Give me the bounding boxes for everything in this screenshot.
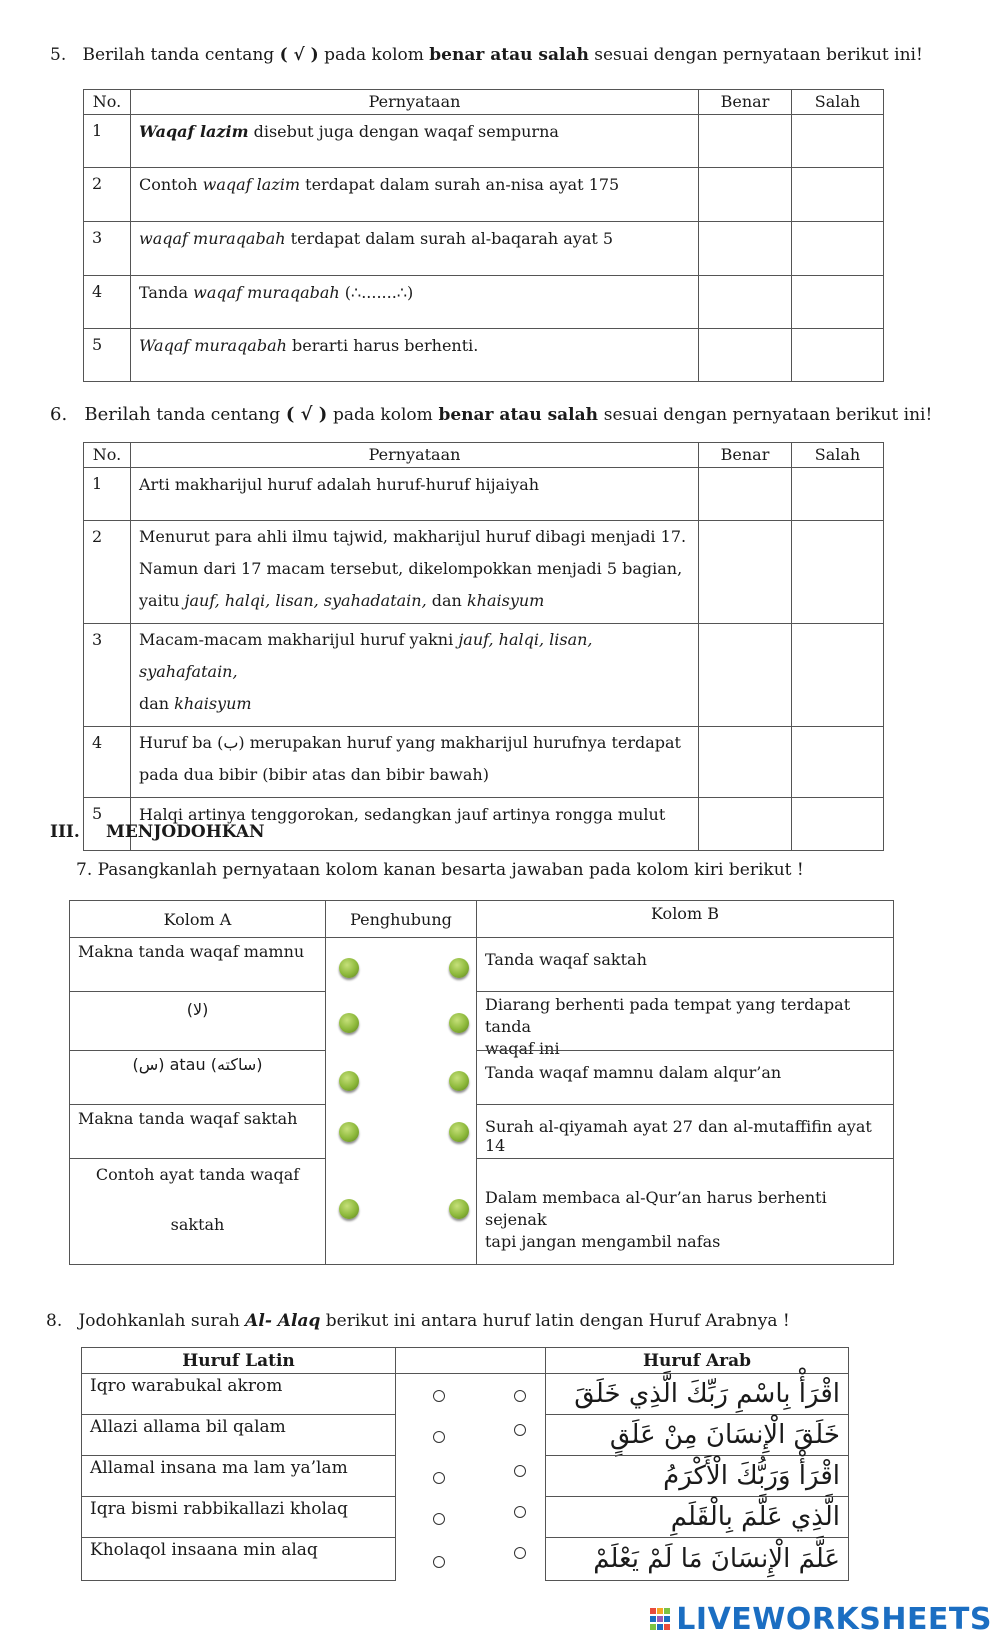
arab-item: اقْرَأْ بِاسْمِ رَبِّكَ الَّذِي خَلَقَ	[545, 1373, 849, 1415]
latin-connector-dot[interactable]	[433, 1513, 445, 1525]
arab-item: اقْرَأْ وَرَبُّكَ الْأَكْرَمُ	[545, 1455, 849, 1497]
right-connector-dot[interactable]	[449, 1013, 469, 1033]
salah-cell[interactable]	[792, 624, 884, 727]
arab-connector-dot[interactable]	[514, 1390, 526, 1402]
salah-cell[interactable]	[792, 468, 884, 521]
statement: Waqaf muraqabah berarti harus berhenti.	[131, 329, 699, 382]
salah-cell[interactable]	[792, 115, 884, 168]
statement: Halqi artinya tenggorokan, sedangkan jauf artinya rongga mulut	[131, 798, 699, 851]
benar-cell[interactable]	[699, 727, 792, 798]
salah-cell[interactable]	[792, 168, 884, 222]
salah-cell[interactable]	[792, 727, 884, 798]
logo-text: LIVEWORKSHEETS	[676, 1602, 992, 1637]
statement: Tanda waqaf muraqabah (∴.......∴)	[131, 276, 699, 329]
benar-cell[interactable]	[699, 329, 792, 382]
row-number: 5	[84, 329, 131, 382]
header-no: No.	[84, 90, 131, 115]
row-number: 3	[84, 624, 131, 727]
header-mid-rule	[395, 1373, 546, 1374]
latin-item: Allazi allama bil qalam	[81, 1414, 396, 1456]
kolom-b-item: Tanda waqaf saktah	[476, 937, 894, 992]
header-no: No.	[84, 443, 131, 468]
row-number: 1	[84, 468, 131, 521]
header-salah: Salah	[792, 443, 884, 468]
question-5-instruction: 5. Berilah tanda centang ( √ ) pada kolom benar atau salah sesuai dengan pernyataan berikut ini!	[50, 45, 923, 65]
header-pernyataan: Pernyataan	[131, 443, 699, 468]
row-number: 3	[84, 222, 131, 276]
benar-cell[interactable]	[699, 168, 792, 222]
kolom-b-item: Dalam membaca al-Qur’an harus berhenti sejenak tapi jangan mengambil nafas	[476, 1158, 894, 1265]
benar-cell[interactable]	[699, 521, 792, 624]
header-benar: Benar	[699, 90, 792, 115]
arab-item: عَلَّمَ الْإِنسَانَ مَا لَمْ يَعْلَمْ	[545, 1537, 849, 1581]
section-title: MENJODOHKAN	[106, 822, 265, 842]
question-6-instruction: 6. Berilah tanda centang ( √ ) pada kolom benar atau salah sesuai dengan pernyataan berikut ini!	[50, 404, 933, 425]
header-salah: Salah	[792, 90, 884, 115]
latin-connector-dot[interactable]	[433, 1556, 445, 1568]
row-number: 4	[84, 727, 131, 798]
huruf-latin-header: Huruf Latin	[81, 1347, 396, 1374]
latin-item: Kholaqol insaana min alaq	[81, 1537, 396, 1581]
kolom-a-item: Makna tanda waqaf mamnu	[69, 937, 326, 992]
salah-cell[interactable]	[792, 222, 884, 276]
latin-connector-dot[interactable]	[433, 1390, 445, 1402]
kolom-a-item: Contoh ayat tanda waqaf saktah	[69, 1158, 326, 1265]
statement: Macam-macam makharijul huruf yakni jauf, halqi, lisan, syahafatain, dan khaisyum	[131, 624, 699, 727]
statement: waqaf muraqabah terdapat dalam surah al-baqarah ayat 5	[131, 222, 699, 276]
header-pernyataan: Pernyataan	[131, 90, 699, 115]
arab-connector-dot[interactable]	[514, 1424, 526, 1436]
benar-cell[interactable]	[699, 115, 792, 168]
latin-item: Iqra bismi rabbikallazi kholaq	[81, 1496, 396, 1538]
statement: Waqaf lazim disebut juga dengan waqaf sempurna	[131, 115, 699, 168]
kolom-a-item: (لا)	[69, 991, 326, 1051]
question-7-instruction: 7. Pasangkanlah pernyataan kolom kanan besarta jawaban pada kolom kiri berikut !	[76, 860, 804, 880]
kolom-b-header: Kolom B	[476, 900, 894, 938]
benar-cell[interactable]	[699, 468, 792, 521]
row-number: 2	[84, 168, 131, 222]
left-connector-dot[interactable]	[339, 958, 359, 978]
kolom-a-item: Makna tanda waqaf saktah	[69, 1104, 326, 1159]
row-number: 1	[84, 115, 131, 168]
row-number: 4	[84, 276, 131, 329]
benar-cell[interactable]	[699, 798, 792, 851]
left-connector-dot[interactable]	[339, 1013, 359, 1033]
kolom-b-item: Diarang berhenti pada tempat yang terdapat tanda waqaf ini	[476, 991, 894, 1051]
benar-cell[interactable]	[699, 276, 792, 329]
statement: Contoh waqaf lazim terdapat dalam surah an-nisa ayat 175	[131, 168, 699, 222]
statement: Menurut para ahli ilmu tajwid, makharijul huruf dibagi menjadi 17. Namun dari 17 macam tersebut, dikelompokkan menjadi 5 bagian, yaitu jauf, halqi, lisan, syahadatain, dan khaisyum	[131, 521, 699, 624]
kolom-b-item: Surah al-qiyamah ayat 27 dan al-mutaffifin ayat 14	[476, 1104, 894, 1159]
kolom-a-item: (س) atau (ساكته)	[69, 1050, 326, 1105]
row-number: 2	[84, 521, 131, 624]
latin-item: Allamal insana ma lam ya’lam	[81, 1455, 396, 1497]
benar-cell[interactable]	[699, 222, 792, 276]
liveworksheets-icon	[650, 1608, 670, 1632]
arab-connector-dot[interactable]	[514, 1547, 526, 1559]
statement: Huruf ba (ب) merupakan huruf yang makharijul hurufnya terdapat pada dua bibir (bibir atas dan bibir bawah)	[131, 727, 699, 798]
left-connector-dot[interactable]	[339, 1199, 359, 1219]
left-connector-dot[interactable]	[339, 1071, 359, 1091]
right-connector-dot[interactable]	[449, 1071, 469, 1091]
latin-connector-dot[interactable]	[433, 1472, 445, 1484]
right-connector-dot[interactable]	[449, 1199, 469, 1219]
question-8-instruction: 8. Jodohkanlah surah Al- Alaq berikut ini antara huruf latin dengan Huruf Arabnya !	[46, 1311, 790, 1331]
right-connector-dot[interactable]	[449, 958, 469, 978]
section-number: III.	[50, 822, 80, 842]
arab-connector-dot[interactable]	[514, 1506, 526, 1518]
salah-cell[interactable]	[792, 521, 884, 624]
arab-item: الَّذِي عَلَّمَ بِالْقَلَمِ	[545, 1496, 849, 1538]
liveworksheets-logo	[676, 1602, 992, 1637]
left-connector-dot[interactable]	[339, 1122, 359, 1142]
latin-connector-dot[interactable]	[433, 1431, 445, 1443]
kolom-b-item: Tanda waqaf mamnu dalam alqur’an	[476, 1050, 894, 1105]
penghubung-header: Penghubung	[325, 900, 477, 938]
right-connector-dot[interactable]	[449, 1122, 469, 1142]
arab-item: خَلَقَ الْإِنسَانَ مِنْ عَلَقٍ	[545, 1414, 849, 1456]
statement: Arti makharijul huruf adalah huruf-huruf hijaiyah	[131, 468, 699, 521]
benar-cell[interactable]	[699, 624, 792, 727]
question-5-table	[83, 89, 884, 382]
salah-cell[interactable]	[792, 798, 884, 851]
salah-cell[interactable]	[792, 329, 884, 382]
arab-connector-dot[interactable]	[514, 1465, 526, 1477]
huruf-arab-header: Huruf Arab	[545, 1347, 849, 1374]
row-number: 5	[84, 798, 131, 851]
latin-item: Iqro warabukal akrom	[81, 1373, 396, 1415]
kolom-a-header: Kolom A	[69, 900, 326, 938]
header-benar: Benar	[699, 443, 792, 468]
question-6-table	[83, 442, 884, 851]
salah-cell[interactable]	[792, 276, 884, 329]
